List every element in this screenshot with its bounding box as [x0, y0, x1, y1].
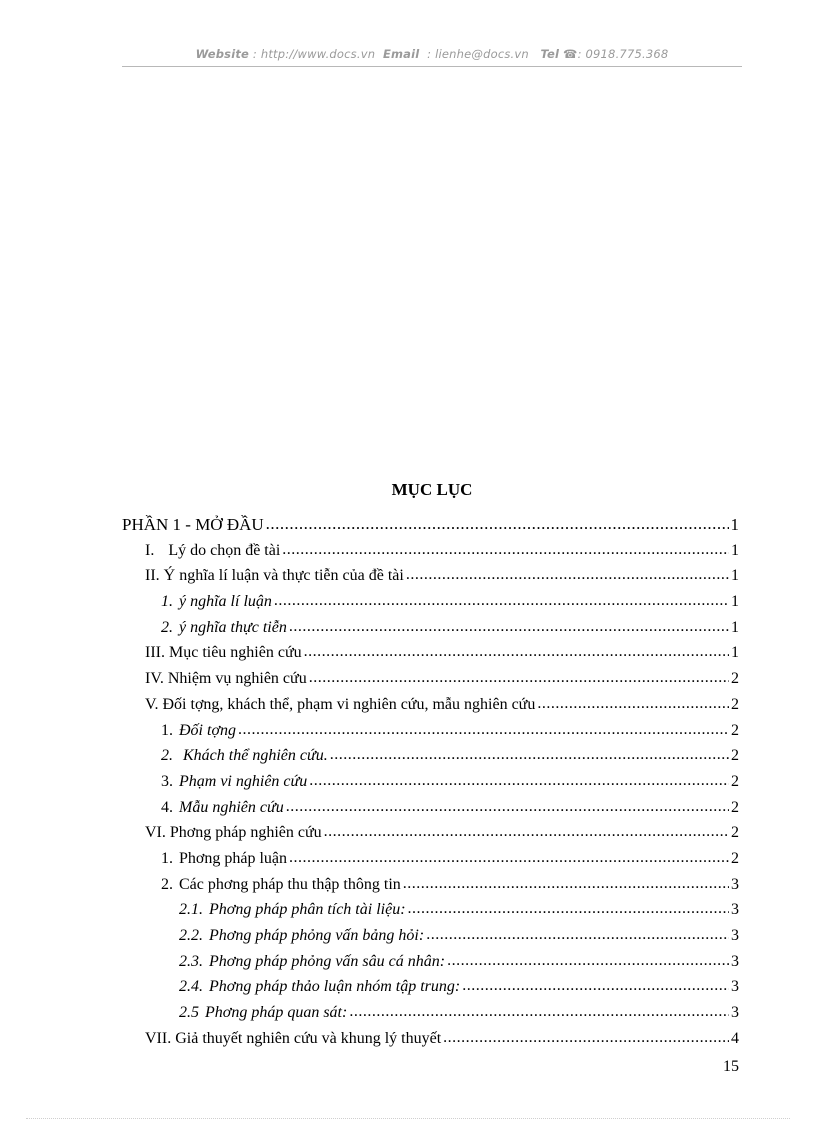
toc-entry-number: IV. — [145, 670, 164, 688]
toc-entry-number: III. — [145, 644, 165, 662]
toc-leader — [403, 871, 729, 897]
toc-entry-page: 3 — [731, 1004, 739, 1022]
toc-leader — [408, 896, 729, 922]
toc-entry-text: Phơng pháp thảo luận nhóm tập trung: — [209, 978, 461, 996]
toc-entry-page: 3 — [731, 952, 739, 970]
toc-entry — [122, 820, 739, 846]
toc-entry-page: 2 — [731, 721, 739, 739]
page-title: MỤC LỤC — [391, 480, 473, 499]
toc-entry-page: 4 — [731, 1029, 739, 1047]
toc-entry-page: 2 — [731, 849, 739, 867]
toc-entry-page: 1 — [731, 618, 739, 636]
toc-entry — [122, 512, 739, 538]
toc-entry-number: 2.1. — [179, 901, 203, 919]
toc-entry — [122, 949, 739, 975]
toc-entry-text: Lý do chọn đề tài — [168, 541, 281, 559]
website-label: Website — [195, 47, 250, 61]
toc-entry — [122, 615, 739, 641]
toc-entry-text: Ý nghĩa lí luận và thực tiễn của đề tài — [163, 567, 404, 585]
toc-entry-page: 3 — [731, 875, 739, 893]
toc-entry — [122, 923, 739, 949]
toc-entry — [122, 1026, 739, 1052]
toc-entry-text: Nhiệm vụ nghiên cứu — [167, 670, 307, 688]
toc-leader — [274, 588, 729, 614]
toc-entry-text: Phơng pháp phân tích tài liệu: — [209, 901, 406, 919]
toc-entry-text: Mục tiêu nghiên cứu — [168, 644, 302, 662]
toc-entry-text: Phơng pháp phỏng vấn bảng hỏi: — [209, 927, 425, 944]
toc-entry-text: Đối tợng, khách thể, phạm vi nghiên cứu, mẫu nghiên cứu — [162, 695, 536, 713]
toc-entry — [122, 743, 739, 769]
header-divider — [122, 66, 742, 67]
toc-entry-text: Phơng pháp phỏng vấn sâu cá nhân: — [209, 952, 446, 970]
table-of-contents — [122, 512, 739, 1051]
email-value: : lienhe@docs.vn — [427, 47, 529, 61]
toc-entry — [122, 795, 739, 821]
toc-entry — [122, 718, 739, 744]
toc-leader — [447, 948, 729, 974]
website-value: : http://www.docs.vn — [252, 47, 376, 61]
toc-entry-page: 1 — [731, 644, 739, 662]
toc-entry-text: Giả thuyết nghiên cứu và khung lý thuyết — [175, 1029, 442, 1047]
toc-entry-number: 1. — [161, 593, 173, 611]
toc-leader — [309, 768, 729, 794]
toc-entry-number: I. — [145, 541, 155, 559]
toc-entry-number: 4. — [161, 798, 173, 816]
phone-icon: ☎ — [563, 47, 578, 61]
toc-entry-page: 1 — [731, 541, 739, 559]
email-label: Email — [382, 47, 420, 61]
toc-entry-text: Phơng pháp nghiên cứu — [169, 824, 322, 842]
toc-entry-text: Mẫu nghiên cứu — [179, 798, 284, 816]
toc-entry-page: 2 — [731, 824, 739, 842]
toc-entry-page: 2 — [731, 798, 739, 816]
toc-leader — [266, 511, 729, 537]
toc-leader — [462, 973, 729, 999]
toc-leader — [309, 665, 729, 691]
toc-entry-text: ý nghĩa lí luận — [179, 593, 272, 611]
toc-entry-page: 2 — [731, 772, 739, 790]
toc-leader — [443, 1025, 729, 1051]
toc-leader — [304, 639, 729, 665]
toc-leader — [238, 717, 729, 743]
footer-divider — [26, 1118, 790, 1119]
toc-entry — [122, 846, 739, 872]
toc-entry-number: 1. — [161, 849, 173, 867]
toc-entry — [122, 872, 739, 898]
toc-entry-text: Phơng pháp quan sát: — [205, 1004, 348, 1022]
toc-entry-page: 2 — [731, 747, 739, 765]
toc-entry-page: 2 — [731, 670, 739, 688]
toc-entry-text: PHẦN 1 - MỞ ĐẦU — [122, 515, 264, 534]
toc-entry-number: 2. — [161, 618, 173, 636]
toc-entry-number: 2.4. — [179, 978, 203, 996]
toc-entry-number: 2.3. — [179, 952, 203, 970]
toc-leader — [406, 562, 729, 588]
toc-leader — [349, 999, 729, 1025]
toc-entry — [122, 640, 739, 666]
toc-entry — [122, 692, 739, 718]
toc-entry-text: Phạm vi nghiên cứu — [179, 772, 308, 790]
toc-entry-number: VII. — [145, 1029, 172, 1047]
toc-entry-number: V. — [145, 695, 159, 713]
toc-entry-page: 3 — [731, 927, 739, 944]
toc-entry-number: 1. — [161, 721, 173, 739]
toc-entry-text: Đối tợng — [179, 721, 236, 739]
toc-entry-number: 2. — [161, 747, 173, 765]
toc-leader — [286, 794, 729, 820]
page-header — [122, 47, 742, 61]
toc-entry — [122, 769, 739, 795]
toc-entry-page: 2 — [731, 695, 739, 713]
toc-entry-number: 2.5 — [179, 1004, 199, 1022]
toc-entry — [122, 666, 739, 692]
toc-entry — [122, 538, 739, 564]
toc-entry-page: 1 — [731, 593, 739, 611]
toc-entry-number: 2.2. — [179, 927, 203, 944]
page-number: 15 — [723, 1058, 739, 1075]
toc-entry — [122, 974, 739, 1000]
toc-leader — [324, 819, 729, 845]
toc-entry-page: 1 — [730, 515, 739, 534]
toc-entry-text: Các phơng pháp thu thập thông tin — [179, 875, 401, 893]
toc-entry-text: ý nghĩa thực tiễn — [179, 618, 287, 636]
toc-entry — [122, 897, 739, 923]
toc-entry-number: VI. — [145, 824, 166, 842]
toc-leader — [282, 537, 729, 563]
tel-value: : 0918.775.368 — [577, 47, 669, 61]
toc-leader — [330, 742, 729, 768]
toc-leader — [289, 614, 729, 640]
toc-entry-text: Phơng pháp luận — [179, 849, 288, 867]
toc-leader — [537, 691, 729, 717]
toc-entry-number: II. — [145, 567, 160, 585]
toc-leader — [289, 845, 729, 871]
toc-entry — [122, 563, 739, 589]
toc-entry-text: Khách thể nghiên cứu. — [183, 747, 328, 765]
toc-entry — [122, 1000, 739, 1026]
toc-entry-number: 2. — [161, 875, 173, 893]
toc-leader — [426, 922, 729, 948]
toc-entry-page: 3 — [731, 978, 739, 996]
toc-entry — [122, 589, 739, 615]
toc-entry-page: 3 — [731, 901, 739, 919]
toc-entry-page: 1 — [731, 567, 739, 585]
tel-label: Tel — [540, 47, 560, 61]
toc-entry-number: 3. — [161, 772, 173, 790]
